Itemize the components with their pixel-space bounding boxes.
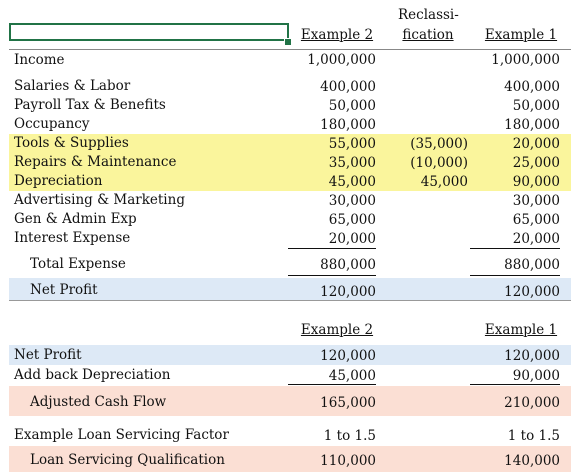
add-back-depreciation-label: Add back Depreciation [14, 367, 171, 383]
expense-example-1: 400,000 [504, 79, 560, 95]
add-back-depreciation-example-1: 90,000 [512, 368, 560, 384]
expense-label: Interest Expense [14, 230, 131, 246]
expense-example-1: 180,000 [504, 117, 560, 133]
net-profit-rule-example-1 [470, 275, 560, 276]
header-reclassification-line1: Reclassi- [398, 7, 459, 23]
expense-example-2: 35,000 [328, 155, 376, 171]
total-rule-example-2 [288, 248, 376, 249]
loan-qualification-label: Loan Servicing Qualification [30, 452, 225, 468]
income-separator-line [9, 49, 571, 50]
header-example-1: Example 1 [484, 27, 558, 43]
income-example-2: 1,000,000 [307, 52, 376, 68]
expense-label: Gen & Admin Exp [14, 211, 137, 227]
expense-label: Occupancy [14, 116, 90, 132]
expense-example-2: 50,000 [328, 98, 376, 114]
adjusted-rule-example-2 [288, 384, 376, 385]
header-example-2: Example 2 [300, 27, 374, 43]
expense-example-2: 20,000 [328, 231, 376, 247]
expense-label: Repairs & Maintenance [14, 154, 177, 170]
expense-example-2: 180,000 [320, 117, 376, 133]
cashflow-net-profit-example-1: 120,000 [504, 348, 560, 364]
adjusted-cash-flow-example-1: 210,000 [504, 395, 560, 411]
expense-example-2: 45,000 [328, 174, 376, 190]
cashflow-header-example-2: Example 2 [300, 322, 374, 338]
expense-example-1: 30,000 [512, 193, 560, 209]
loan-servicing-factor-label: Example Loan Servicing Factor [14, 427, 229, 443]
adjusted-cash-flow-label: Adjusted Cash Flow [30, 394, 167, 410]
expense-label: Depreciation [14, 173, 103, 189]
expense-example-2: 55,000 [328, 136, 376, 152]
expense-example-1: 65,000 [512, 212, 560, 228]
expense-example-1: 50,000 [512, 98, 560, 114]
total-expense-example-2: 880,000 [320, 257, 376, 273]
net-profit-bottom-border [9, 300, 571, 301]
net-profit-example-1: 120,000 [504, 284, 560, 300]
income-example-1: 1,000,000 [491, 52, 560, 68]
total-expense-label: Total Expense [30, 256, 126, 272]
expense-label: Advertising & Marketing [14, 192, 185, 208]
loan-servicing-factor-example-1: 1 to 1.5 [507, 428, 560, 444]
income-label: Income [14, 52, 65, 68]
loan-qualification-example-2: 110,000 [320, 453, 376, 469]
expense-example-1: 20,000 [512, 136, 560, 152]
adjusted-cash-flow-example-2: 165,000 [320, 395, 376, 411]
expense-reclassification: (10,000) [410, 155, 468, 171]
expense-example-2: 30,000 [328, 193, 376, 209]
adjusted-rule-example-1 [470, 384, 560, 385]
total-rule-example-1 [470, 248, 560, 249]
expense-example-1: 20,000 [512, 231, 560, 247]
expense-reclassification: 45,000 [420, 174, 468, 190]
cashflow-header-example-1: Example 1 [484, 322, 558, 338]
loan-qualification-example-1: 140,000 [504, 453, 560, 469]
expense-reclassification: (35,000) [410, 136, 468, 152]
net-profit-example-2: 120,000 [320, 284, 376, 300]
expense-label: Salaries & Labor [14, 78, 131, 94]
expense-example-2: 400,000 [320, 79, 376, 95]
header-reclassification-line2: fication [402, 27, 454, 43]
expense-example-1: 90,000 [512, 174, 560, 190]
expense-label: Tools & Supplies [14, 135, 129, 151]
net-profit-rule-example-2 [288, 275, 376, 276]
active-cell-selection[interactable] [9, 23, 289, 41]
cashflow-net-profit-label: Net Profit [14, 347, 82, 363]
loan-servicing-factor-example-2: 1 to 1.5 [323, 428, 376, 444]
expense-label: Payroll Tax & Benefits [14, 97, 166, 113]
expense-example-2: 65,000 [328, 212, 376, 228]
fill-handle[interactable] [284, 38, 292, 46]
add-back-depreciation-example-2: 45,000 [328, 368, 376, 384]
cashflow-net-profit-example-2: 120,000 [320, 348, 376, 364]
net-profit-label: Net Profit [30, 282, 98, 298]
expense-example-1: 25,000 [512, 155, 560, 171]
total-expense-example-1: 880,000 [504, 257, 560, 273]
